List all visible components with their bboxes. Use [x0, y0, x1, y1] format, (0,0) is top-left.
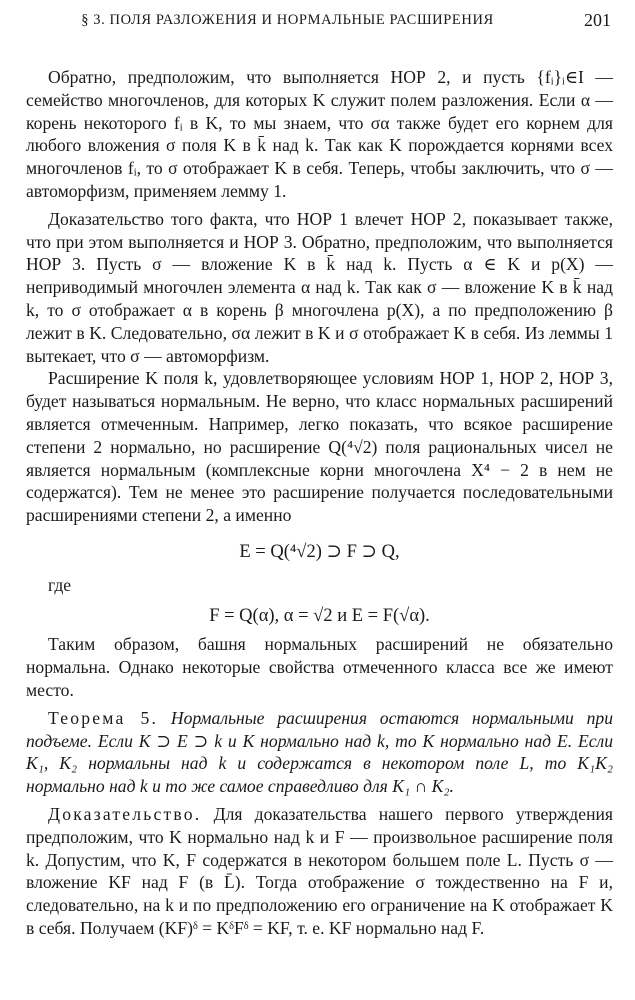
proof-text: Для доказательства нашего первого утверждения предположим, что K нормально над k и F — произвольное расширение поля k. Допустим, что K, F содержатся в некотором большем поле L. Пусть σ — вложение KF над F (в L̄). Тогда отображение σ тождественно на F и, следовательно, на k и по предположению его ограничение на K отображает K в себя. Получаем (KF)ᵟ = KᵟFᵟ = KF, т. е. KF нормально над F.: [26, 803, 613, 938]
equation-1: E = Q(⁴√2) ⊃ F ⊃ Q,: [239, 541, 400, 562]
section-title: § 3. ПОЛЯ РАЗЛОЖЕНИЯ И НОРМАЛЬНЫЕ РАСШИРЕНИЯ: [81, 12, 494, 28]
paragraph-2: Доказательство того факта, что НОР 1 влечет НОР 2, показывает также, что при этом выполняется и НОР 3. Обратно, предположим, что выполняется НОР 3. Пусть σ — вложение K в k̄ над k. Пусть α ∈ K и p(X) — неприводимый многочлен элемента α над k. Так как σ — вложение K в k̄ над k, то σ отображает α в корень β многочлена p(X), а по предположению β лежит в K. Следовательно, σα лежит в K и σ отображает K в себя. Из леммы 1 вытекает, что σ — автоморфизм.: [26, 208, 613, 366]
paragraph-4: Таким образом, башня нормальных расширений не обязательно нормальна. Однако некоторые свойства отмеченного класса все же имеют место.: [26, 634, 613, 700]
paragraph-1: Обратно, предположим, что выполняется НОР 2, и пусть {fᵢ}ᵢ∈I — семейство многочленов, для которых K служит полем разложения. Если α — корень некоторого fᵢ в K, то мы знаем, что σα также будет его корнем для любого вложения σ поля K в k̄ над k. Так как K порождается корнями всех многочленов fᵢ, то σ отображает K в себя. Теперь, чтобы заключить, что σ — автоморфизм, применяем лемму 1.: [26, 67, 613, 201]
theorem-label: Теорема 5.: [48, 707, 159, 728]
equation-2: F = Q(α), α = √2 и E = F(√α).: [209, 605, 430, 626]
proof: [26, 803, 613, 940]
where-word: где: [48, 574, 72, 595]
theorem-5: [26, 707, 613, 798]
page-number: 201: [584, 10, 611, 30]
paragraph-3: Расширение K поля k, удовлетворяющее условиям НОР 1, НОР 2, НОР 3, будет называться нормальным. Не верно, что класс нормальных расширений является отмеченным. Например, легко показать, что всякое расширение степени 2 нормально, но расширение Q(⁴√2) поля рациональных чисел не является нормальным (комплексные корни многочлена X⁴ − 2 в нем не содержатся). Тем не менее это расширение получается последовательными расширениями степени 2, а именно: [26, 368, 613, 526]
proof-label: Доказательство.: [48, 803, 202, 824]
body-text: [26, 66, 613, 940]
running-header: [0, 10, 635, 34]
theorem-statement: Нормальные расширения остаются нормальными при подъеме. Если K ⊃ E ⊃ k и K нормально над k, то K нормально над E. Если K₁, K₂ нормальны над k и содержатся в некотором поле L, то K₁K₂ нормально над k и то же самое справедливо для K₁ ∩ K₂.: [26, 707, 613, 797]
